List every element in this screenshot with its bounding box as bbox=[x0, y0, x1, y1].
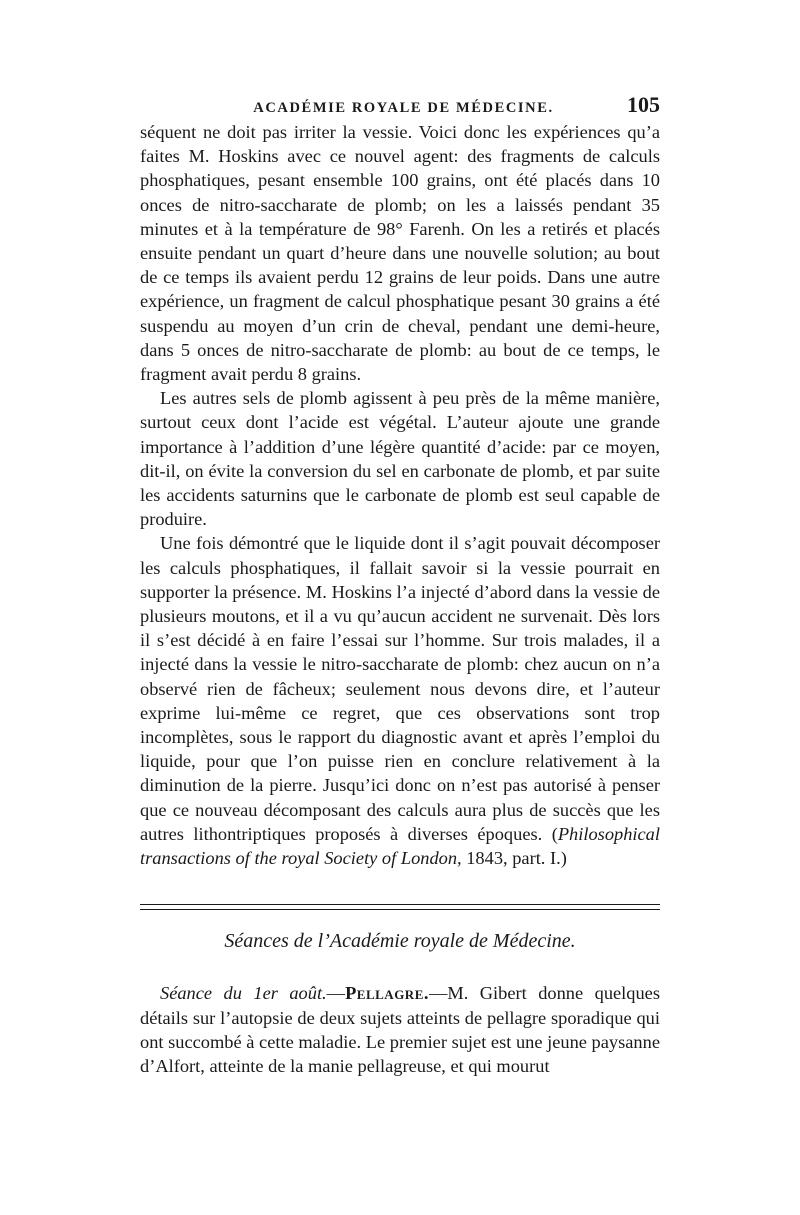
citation-tail: 1843, part. I.) bbox=[461, 848, 567, 869]
citation: Philosophical transactions of the royal Society of London, bbox=[140, 823, 660, 869]
paragraph-2: Les autres sels de plomb agissent à peu près de la même manière, surtout ceux dont l’acide est végétal. L’auteur ajoute une grande importance à l’addition d’une légère quantité d’acide: par ce moyen, dit-il, on évite la conversion du sel en carbonate de plomb, et par suite les accidents saturnins que le carbonate de plomb est seul capable de produire. bbox=[140, 388, 660, 530]
paragraph-1: séquent ne doit pas irriter la vessie. Voici donc les expériences qu’a faites M. Hoskins avec ce nouvel agent: des fragments de calculs phosphatiques, pesant ensemble 100 grains, ont été placés dans 10 onces de nitro-saccharate de plomb; on les a laissés pendant 35 minutes et à la température de 98° Farenh. On les a retirés et placés ensuite pendant un quart d’heure dans une nouvelle solution; au bout de ce temps ils avaient perdu 12 grains de leur poids. Dans une autre expérience, un fragment de calcul phosphatique pesant 30 grains a été suspendu au moyen d’un crin de cheval, pendant une demi-heure, dans 5 onces de nitro-saccharate de plomb: au bout de ce temps, le fragment avait perdu 8 grains. bbox=[140, 122, 660, 385]
section-title: Séances de l’Académie royale de Médecine. bbox=[224, 930, 576, 953]
paragraph-3 bbox=[140, 531, 660, 870]
divider-rule-top bbox=[140, 904, 660, 905]
seance-label: Séance du 1er août. bbox=[160, 983, 327, 1004]
page-number: 105 bbox=[627, 92, 660, 117]
paragraph-3-text: Une fois démontré que le liquide dont il s’agit pouvait décomposer les calculs phosphatiques, il fallait savoir si la vessie pourrait en supporter la présence. M. Hoskins l’a injecté d’abord dans la vessie de plusieurs moutons, et il a vu qu’aucun accident ne survenait. Dès lors il s’est décidé à en faire l’essai sur l’homme. Sur trois malades, il a injecté dans la vessie le nitro-saccharate de plomb: chez aucun on n’a observé rien de fâcheux; seulement nous devons dire, et l’auteur exprime lui-même ce regret, que ces observations sont trop incomplètes, sous le rapport du diagnostic avant et après l’emploi du liquide, pour que l’on puisse rien en conclure relativement à la diminution de la pierre. Jusqu’ici donc on n’est pas autorisé à penser que ce nouveau décomposant des calculs aura plus de succès que les autres lithontriptiques proposés à diverses époques. ( bbox=[140, 533, 660, 844]
page-header bbox=[140, 92, 660, 120]
section-divider bbox=[140, 904, 660, 910]
seance-topic: Pellagre. bbox=[345, 983, 429, 1004]
seance-text: —M. Gibert donne quelques détails sur l’autopsie de deux sujets atteints de pellagre sporadique qui ont succombé à cette maladie. Le premier sujet est une jeune paysanne d’Alfort, atteinte de la manie pellagreuse, et qui mourut bbox=[140, 983, 660, 1076]
seance-paragraph bbox=[140, 981, 660, 1078]
divider-rule-bottom bbox=[140, 909, 660, 910]
book-page bbox=[140, 92, 660, 1078]
running-title: ACADÉMIE ROYALE DE MÉDECINE. bbox=[253, 100, 554, 116]
seance-dash: — bbox=[326, 983, 346, 1004]
